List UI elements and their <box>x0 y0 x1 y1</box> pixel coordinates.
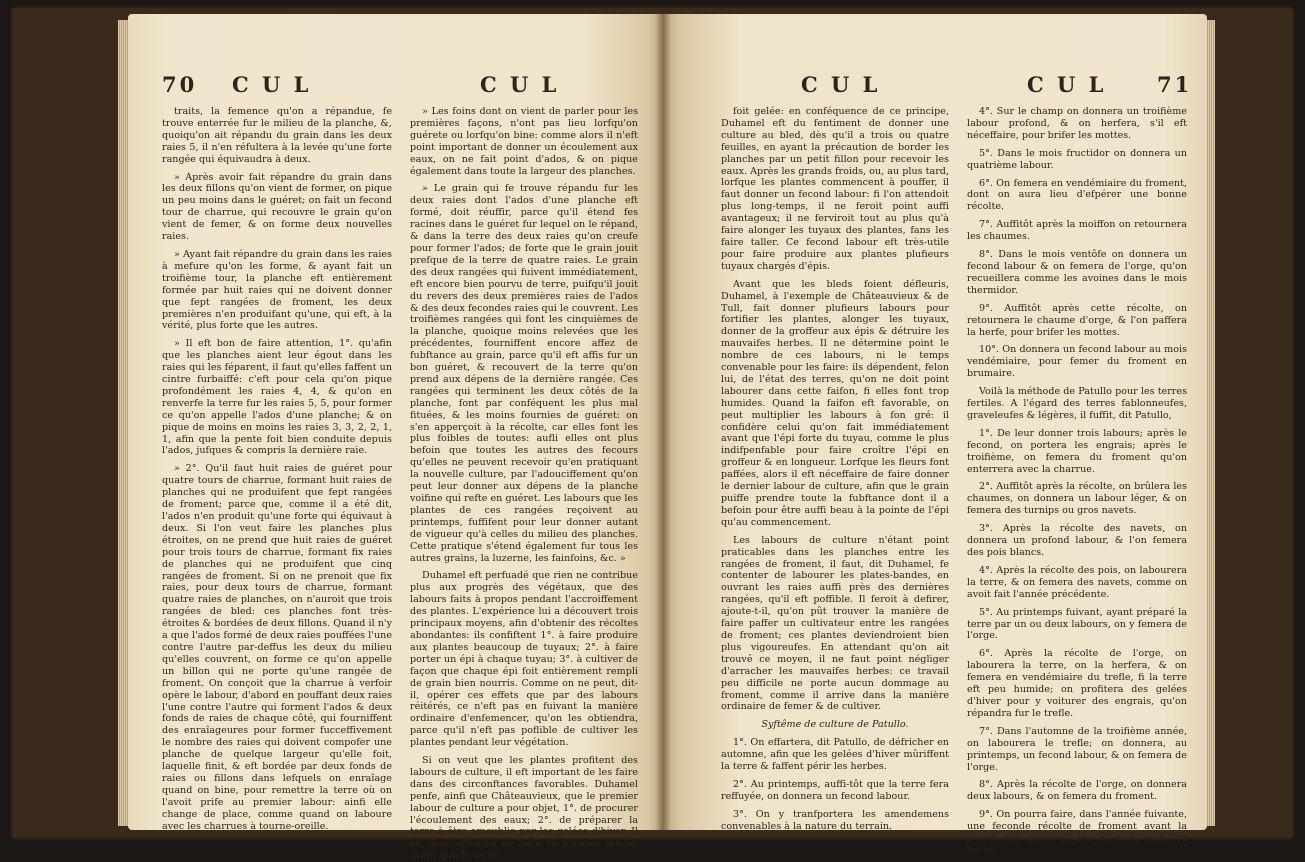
right-column-1 <box>721 106 949 832</box>
paragraph: » Il eft bon de faire attention, 1°. qu'afin que les planches aient leur égout dans les raies qui les féparent, il faut qu'elles faffent un cintre furbaiffé: c'eft pour cela qu'on pique profondément les raies 4, 4, & qu'on en renverfe la terre fur les raies 5, 5, pour former ce qu'on appelle l'ados d'une planche; & on pique de moins en moins les raies 3, 3, 2, 2, 1, 1, afin que la pente foit bien conduite depuis l'ados, jufques & compris la dernière raie. <box>162 338 392 457</box>
paragraph: Voilà la méthode de Patullo pour les terres fertiles. A l'égard des terres fablonneufes, graveleufes & légères, il fuffit, dit Patullo, <box>967 386 1187 421</box>
page-edges-left <box>118 20 128 826</box>
paragraph: 3°. On y tranfportera les amendemens convenables à la nature du terrain. <box>721 808 949 832</box>
paragraph: 9°. On pourra faire, dans l'année fuivante, une feconde récolte de froment avant la récolte des menus grains, ou bien, on fuivra les ré- <box>967 809 1187 856</box>
paragraph: 8°. Dans le mois ventôfe on donnera un fecond labour & on femera de l'orge, qu'on recueillera comme les avoines dans le mois thermidor. <box>967 249 1187 296</box>
left-head-word-2: C U L <box>480 72 560 97</box>
left-page <box>128 14 663 862</box>
right-column-2 <box>967 106 1187 856</box>
paragraph: 7°. Auffitôt après la moiffon on retournera les chaumes. <box>967 219 1187 243</box>
left-column-2 <box>410 106 638 862</box>
paragraph: 5°. Au printemps fuivant, ayant préparé la terre par un ou deux labours, on y femera de l'orge. <box>967 606 1187 642</box>
section-heading: Syftême de culture de Patullo. <box>761 719 909 731</box>
right-page-number: 71 <box>1157 72 1193 97</box>
paragraph: Les labours de culture n'étant point praticables dans les planches entre les rangées de froment, il faut, dit Duhamel, fe contenter de labourer les plates-bandes, en ouvrant les raies auffi près des dernières rangées, qu'il eft poffible. Il feroit à defirer, ajoute-t-il, qu'on pût trouver la manière de faire paffer un cultivateur entre les rangées de froment; ces plantes deviendroient bien plus vigoureufes. En attendant qu'on ait trouvé ce moyen, il ne faut point négliger d'arracher les mauvaifes herbes: ce travail peu difficile ne porte aucun dommage au froment, comme il arrive dans la manière ordinaire de femer & de cultiver. <box>721 534 949 713</box>
paragraph: foit gelée: en conféquence de ce principe, Duhamel eft du fentiment de donner une culture au bled, dès qu'il a trois ou quatre feuilles, en ayant la précaution de border les planches par un petit fillon pour recevoir les eaux. Après les grands froids, ou, au plus tard, lorfque les plantes commencent à pouffer, il faut donner un fecond labour: fi l'on attendoit plus long-temps, il ne feroit point auffi avantageux; il ne ferviroit tout au plus qu'à faire alonger les tuyaux des plantes, fans les faire taller. Ce fecond labour eft très-utile pour faire produire aux plantes plufieurs tuyaux chargés d'épis. <box>721 106 949 272</box>
paragraph: 5°. Dans le mois fructidor on donnera un quatrième labour. <box>967 147 1187 171</box>
paragraph: » Après avoir fait répandre du grain dans les deux fillons qu'on vient de former, on pique un peu moins dans le guéret; on fait un fecond tour de charrue, qui recouvre le grain qu'on vient de femer, & on forme deux nouvelles raies. <box>162 171 392 243</box>
paragraph: 4°. Sur le champ on donnera un troifième labour profond, & on herfera, s'il eft néceffaire, pour brifer les mottes. <box>967 106 1187 141</box>
paragraph: 6°. Après la récolte de l'orge, on labourera la terre, on la herfera, & on femera en vendémiaire du trefle, fi la terre eft peu humide; on profitera des gelées d'hiver pour y voiturer des engrais, qu'on répandra fur le trefle. <box>967 648 1187 719</box>
right-head-word-1: C U L <box>801 72 881 97</box>
paragraph: » 2°. Qu'il faut huit raies de guéret pour quatre tours de charrue, formant huit raies de planches qui ne produifent que fept rangées de froment; parce que, comme il a été dit, l'ados n'en produit qu'une forte qui équivaut à deux. Si l'on veut faire les planches plus étroites, on ne prend que huit raies de guéret pour trois tours de charrue, formant fix raies de planches qui ne produifent que cinq rangées de froment. Si on ne prenoit que fix raies, pour deux tours de charrue, formant quatre raies de planches, on n'auroit que trois rangées de bled: ces planches font très-étroites & bordées de deux fillons. Quand il n'y a que l'ados formé de deux raies pouffées l'une contre l'autre par-deffus les deux du milieu qu'elles couvrent, on forme ce qu'on appelle un billon qui ne porte qu'une rangée de froment. On conçoit que la charrue à verfoir opère le labour, d'abord en pouffant deux raies l'une contre l'autre qui forment l'ados & deux fonds de raies de chaque côté, qui fourniffent des enraîageures pour former fucceffivement le nombre des raies qui doivent compofer une planche de quelque largeur qu'elle foit, laquelle finit, & eft bordée par deux fonds de raies ou fillons dans lefquels on enraîage quand on bine, pour remettre la terre où on l'avoit prife au premier labour: ainfi elle change de place, comme quand on laboure avec les charrues à tourne-oreille. <box>162 463 392 832</box>
paragraph: 8°. Après la récolte de l'orge, on donnera deux labours, & on femera du froment. <box>967 779 1187 803</box>
paragraph: 9°. Auffitôt après cette récolte, on retournera le chaume d'orge, & l'on paffera la herfe, pour brifer les mottes. <box>967 302 1187 338</box>
right-head-word-2: C U L <box>1027 72 1107 97</box>
paragraph: 2°. Auffitôt après la récolte, on brûlera les chaumes, on donnera un labour léger, & on femera des turnips ou gros navets. <box>967 481 1187 517</box>
paragraph: 3°. Après la récolte des navets, on donnera un profond labour, & l'on femera des pois blancs. <box>967 523 1187 558</box>
left-column-1 <box>162 106 392 832</box>
right-page <box>663 14 1207 856</box>
paragraph: » Le grain qui fe trouve répandu fur les deux raies dont l'ados d'une planche eft formé, doit réuffir, parce qu'il étend fes racines dans le guéret fur lequel on le répand, & dans la terre des deux raies qu'on creufe pour former l'ados; de forte que le grain jouit prefque de la terre de quatre raies. Le grain des deux rangées qui fuivent immédiatement, eft encore bien pourvu de terre, puifqu'il jouit du revers des deux premières raies de l'ados & des deux fecondes raies qui le couvrent. Les troifièmes rangées qui font les cinquièmes de la planche, quoique moins relevées que les précédentes, fourniffent encore affez de fubftance au grain, parce qu'il eft affis fur un bon guéret, & recouvert de la terre qu'on prend aux dépens de la dernière rangée. Ces rangées qui terminent les deux côtés de la planche, font par conféquent les plus mal fituées, & les moins fournies de guéret: on s'en apperçoit à la récolte, car elles font les plus foibles de toutes: aufli elles ont plus befoin que toutes les autres des fecours qu'elles ne peuvent recevoir qu'en pratiquant la nouvelle culture, par l'adouciffement qu'on peut leur donner aux dépens de la planche voifine qui refte en guéret. Les labours que les plantes de ces rangées reçoivent au printemps, fuffifent pour leur donner autant de vigueur qu'à celles du milieu des planches. Cette pratique s'étend également fur tous les autres grains, la luzerne, les fainfoins, &c. » <box>410 183 638 564</box>
paragraph: 1°. On effartera, dit Patullo, de défricher en automne, afin que les gelées d'hiver mûriffent la terre & faffent périr les herbes. <box>721 737 949 773</box>
left-page-number: 70 <box>162 72 198 97</box>
paragraph: 4°. Après la récolte des pois, on labourera la terre, & on femera des navets, comme on avoit fait l'année précédente. <box>967 564 1187 600</box>
paragraph: Avant que les bleds foient défleuris, Duhamel, à l'exemple de Châteauvieux & de Tull, fait donner plufieurs labours pour fortifier les plantes, alonger les tuyaux, donner de la groffeur aux épis & détruire les mauvaifes herbes. Il ne détermine point le nombre de ces labours, ni le temps convenable pour les faire: ils dépendent, felon lui, de l'état des terres, qu'on ne doit point labourer dans cette faifon, fi elles font trop humides. Quand la faifon eft favorable, on peut multiplier les labours à fon gré: il confidère celui qu'on fait immédiatement avant que l'épi forte du tuyau, comme le plus indifpenfable pour faire croître l'épi en groffeur & en longueur. Lorfque les fleurs font paffées, alors il eft néceffaire de faire donner le dernier labour de culture, afin que le grain puiffe prendre toute la fubftance dont il a befoin pour être auffi beau à la pointe de l'épi qu'au commencement. <box>721 278 949 528</box>
right-running-head <box>663 72 1207 98</box>
left-running-head <box>128 72 663 98</box>
paragraph: Si on veut que les plantes profitent des labours de culture, il eft important de les faire dans des circonftances favorables. Duhamel penfe, ainfi que Châteauvieux, que le premier labour de culture a pour objet, 1°. de procurer l'écoulement des eaux; 2°. de préparer la terre à être ameublie par les gelées d'hiver. Il eft donc effentiel de faire ce premier labour avant que la terre <box>410 755 638 862</box>
page-edges-right <box>1207 20 1215 826</box>
paragraph: 1°. De leur donner trois labours; après le fecond, on portera les engrais; après le troifième, on femera du froment qu'on enterrera avec la charrue. <box>967 427 1187 475</box>
paragraph: » Ayant fait répandre du grain dans les raies à mefure qu'on les forme, & ayant fait un troifième tour, la planche eft entièrement formée par huit raies qui ne doivent donner que fept rangées de froment, les deux premières n'en produifant qu'une, qui eft, à la vérité, plus forte que les autres. <box>162 248 392 332</box>
paragraph: 6°. On femera en vendémiaire du froment, dont on aura lieu d'efpérer une bonne récolte. <box>967 177 1187 213</box>
paragraph: 10°. On donnera un fecond labour au mois vendémiaire, pour femer du froment en brumaire. <box>967 344 1187 380</box>
paragraph: Duhamel eft perfuadé que rien ne contribue plus aux progrès des végétaux, que des labours faits à propos pendant l'accroiffement des plantes. L'expérience lui a découvert trois principaux moyens, afin d'obtenir des récoltes abondantes: ils confiftent 1°. à faire produire aux plantes beaucoup de tuyaux; 2°. à faire porter un épi à chaque tuyau; 3°. à cultiver de façon que chaque épi foit entièrement rempli de grain bien nourris. Comme on ne peut, dit-il, opérer ces effets que par des labours réitérés, ce n'eft pas en fuivant la manière ordinaire d'enfemencer, qu'on les obtiendra, parce qu'il n'eft pas poflible de cultiver les plantes pendant leur végétation. <box>410 570 638 749</box>
paragraph: 7°. Dans l'automne de la troifième année, on labourera le trefle; on donnera, au printemps, un fecond labour, & on femera de l'orge. <box>967 725 1187 773</box>
paragraph: traits, la femence qu'on a répandue, fe trouve enterrée fur le milieu de la planche, &, quoiqu'on ait répandu du grain dans les deux raies 5, il n'en réfultera à la levée qu'une forte rangée qui équivaudra à deux. <box>162 106 392 165</box>
left-head-word-1: C U L <box>232 72 312 97</box>
paragraph: » Les foins dont on vient de parler pour les premières façons, n'ont pas lieu lorfqu'on guérete ou lorfqu'on bine: comme alors il n'eft point important de donner un écoulement aux eaux, on ne fait point d'ados, & on pique également dans toute la largeur des planches. <box>410 106 638 177</box>
paragraph: 2°. Au printemps, auffi-tôt que la terre fera reffuyée, on donnera un fecond labour. <box>721 778 949 802</box>
